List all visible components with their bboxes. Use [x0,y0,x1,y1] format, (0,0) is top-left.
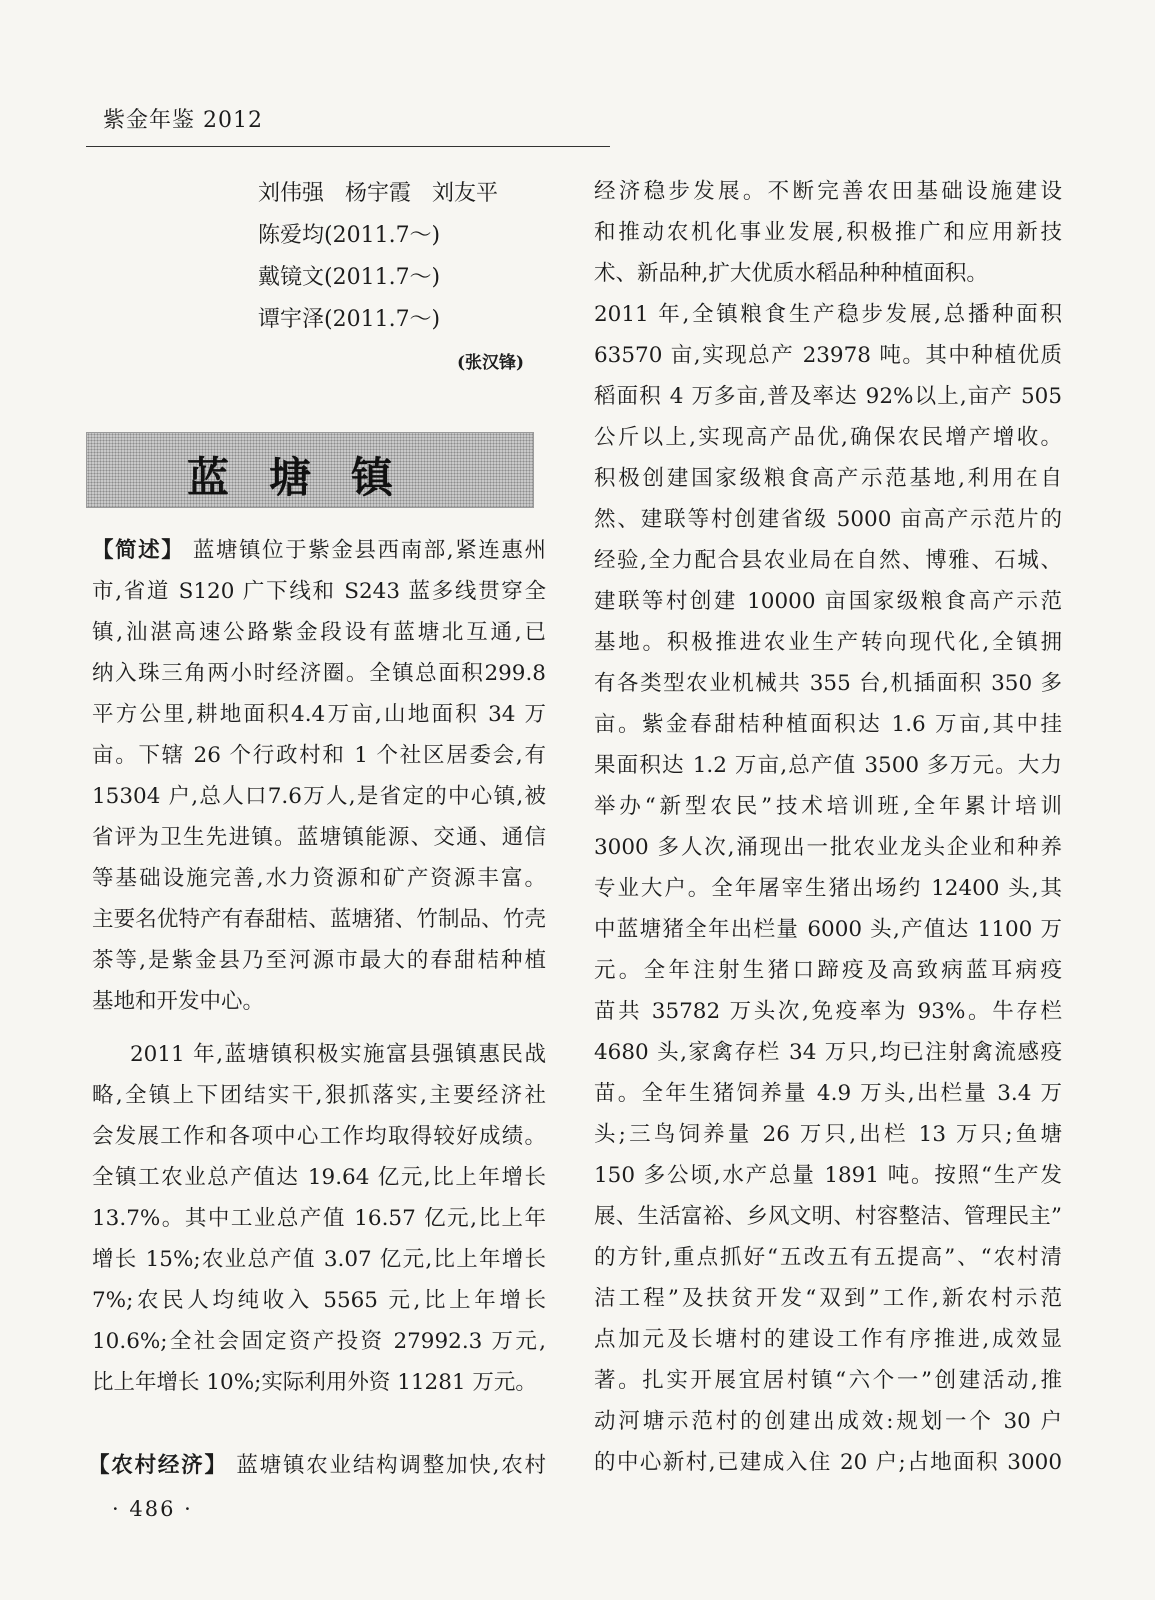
text-line: 2011 年,蓝塘镇积极实施富县强镇惠民战 [130,1042,546,1067]
text-line: 术、新品种,扩大优质水稻品种种植面积。 [594,261,988,286]
text-line: 10.6%;全社会固定资产投资 27992.3 万元, [92,1329,546,1354]
text-line: 亩。下辖 26 个行政村和 1 个社区居委会,有 [92,743,546,768]
text-line: 的方针,重点抓好“五改五有五提高”、“农村清 [594,1245,1062,1270]
rural-first-line [88,1445,546,1486]
page-number: · 486 · [112,1497,193,1521]
text-line: 著。扎实开展宜居村镇“六个一”创建活动,推 [594,1368,1062,1393]
text-line: 13.7%。其中工业总产值 16.57 亿元,比上年 [92,1206,546,1231]
staff-line: 谭宇泽(2011.7～) [258,307,441,332]
staff-line: 戴镜文(2011.7～) [258,265,441,290]
text-line: 经济稳步发展。不断完善农田基础设施建设 [594,179,1062,204]
text-line: 150 多公顷,水产总量 1891 吨。按照“生产发 [594,1163,1062,1188]
text-line: 点加元及长塘村的建设工作有序推进,成效显 [594,1327,1062,1352]
text-line: 洁工程”及扶贫开发“双到”工作,新农村示范 [594,1286,1062,1311]
text-line: 63570 亩,实现总产 23978 吨。其中种植优质 [594,343,1062,368]
text-line: 的中心新村,已建成入住 20 户;占地面积 3000 [594,1450,1062,1475]
text-line: 动河塘示范村的创建出成效:规划一个 30 户 [594,1409,1062,1434]
text-line: 会发展工作和各项中心工作均取得较好成绩。 [92,1124,546,1149]
staff-line: 刘伟强 杨宇霞 刘友平 [258,181,498,206]
text-line: 平方公里,耕地面积4.4万亩,山地面积 34 万 [92,702,546,727]
header-rule [86,146,610,147]
text-line: 果面积达 1.2 万亩,总产值 3500 多万元。大力 [594,753,1062,778]
text-line: 15304 户,总人口7.6万人,是省定的中心镇,被 [92,784,546,809]
text-line: 蓝塘镇农业结构调整加快,农村 [236,1453,546,1478]
text-line: 市,省道 S120 广下线和 S243 蓝多线贯穿全 [92,579,546,604]
text-line: 略,全镇上下团结实干,狠抓落实,主要经济社 [92,1083,546,1108]
overview-first-line [92,530,546,571]
text-line: 增长 15%;农业总产值 3.07 亿元,比上年增长 [92,1247,546,1272]
rural-tag: 【农村经济】 [88,1453,228,1478]
text-line: 全镇工农业总产值达 19.64 亿元,比上年增长 [92,1165,546,1190]
text-line: 专业大户。全年屠宰生猪出场约 12400 头,其 [594,876,1062,901]
text-line: 等基础设施完善,水力资源和矿产资源丰富。 [92,866,546,891]
text-line: 展、生活富裕、乡风文明、村容整洁、管理民主” [594,1204,1062,1229]
text-line: 基地和开发中心。 [92,989,265,1014]
text-line: 纳入珠三角两小时经济圈。全镇总面积299.8 [92,661,546,686]
text-line: 4680 头,家禽存栏 34 万只,均已注射禽流感疫 [594,1040,1062,1065]
overview-tag: 【简述】 [92,538,185,563]
running-head: 紫金年鉴 2012 [103,108,263,133]
text-line: 亩。紫金春甜桔种植面积达 1.6 万亩,其中挂 [594,712,1062,737]
section-title: 蓝塘镇 [186,453,433,502]
text-line: 主要名优特产有春甜桔、蓝塘猪、竹制品、竹壳 [92,907,546,932]
text-line: 经验,全力配合县农业局在自然、博雅、石城、 [594,548,1062,573]
text-line: 公斤以上,实现高产品优,确保农民增产增收。 [594,425,1062,450]
text-line: 7%;农民人均纯收入 5565 元,比上年增长 [92,1288,546,1313]
section-banner [86,432,534,508]
text-line: 然、建联等村创建省级 5000 亩高产示范片的 [594,507,1062,532]
text-line: 苗共 35782 万头次,免疫率为 93%。牛存栏 [594,999,1062,1024]
text-line: 积极创建国家级粮食高产示范基地,利用在自 [594,466,1062,491]
text-line: 苗。全年生猪饲养量 4.9 万头,出栏量 3.4 万 [594,1081,1062,1106]
text-line: 举办“新型农民”技术培训班,全年累计培训 [594,794,1062,819]
text-line: 建联等村创建 10000 亩国家级粮食高产示范 [594,589,1062,614]
text-line: 3000 多人次,涌现出一批农业龙头企业和种养 [594,835,1062,860]
text-line: 基地。积极推进农业生产转向现代化,全镇拥 [594,630,1062,655]
text-line: 头;三鸟饲养量 26 万只,出栏 13 万只;鱼塘 [594,1122,1062,1147]
text-line: 省评为卫生先进镇。蓝塘镇能源、交通、通信 [92,825,546,850]
text-line: 2011 年,全镇粮食生产稳步发展,总播种面积 [594,302,1062,327]
text-line: 比上年增长 10%;实际利用外资 11281 万元。 [92,1370,537,1395]
text-line: 和推动农机化事业发展,积极推广和应用新技 [594,220,1062,245]
text-line: 有各类型农业机械共 355 台,机插面积 350 多 [594,671,1062,696]
text-line: 元。全年注射生猪口蹄疫及高致病蓝耳病疫 [594,958,1062,983]
staff-credit: (张汉锋) [457,353,525,373]
text-line: 蓝塘镇位于紫金县西南部,紧连惠州 [192,538,546,563]
text-line: 镇,汕湛高速公路紫金段设有蓝塘北互通,已 [92,620,546,645]
text-line: 稻面积 4 万多亩,普及率达 92%以上,亩产 505 [594,384,1062,409]
text-line: 茶等,是紫金县乃至河源市最大的春甜桔种植 [92,948,546,973]
text-line: 中蓝塘猪全年出栏量 6000 头,产值达 1100 万 [594,917,1062,942]
staff-line: 陈爱均(2011.7～) [258,223,441,248]
